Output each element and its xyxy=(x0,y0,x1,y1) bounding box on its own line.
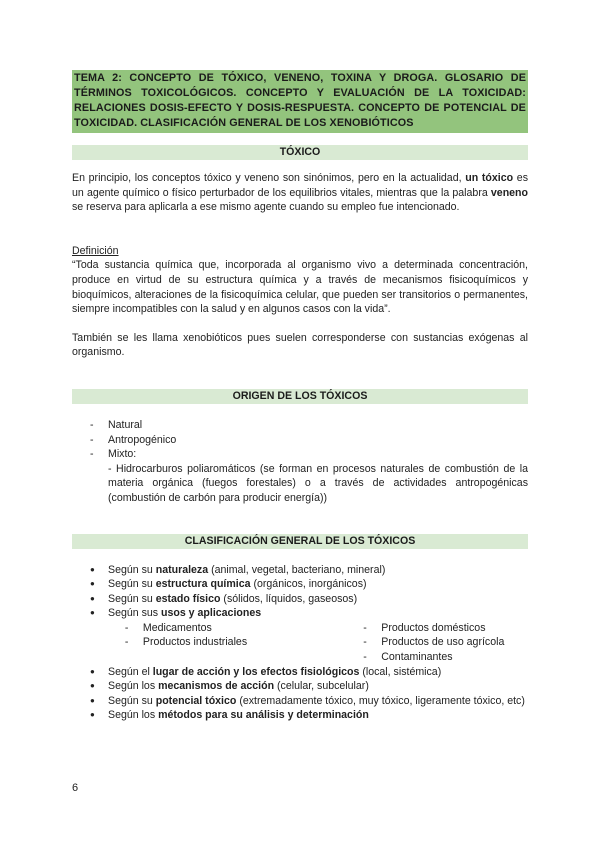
origin-list xyxy=(72,418,528,462)
page-number: 6 xyxy=(72,782,79,794)
list-item: - Natural xyxy=(90,418,528,433)
classification-list-continued xyxy=(72,665,528,723)
list-item: ● Según su naturaleza (animal, vegetal, bacteriano, mineral) xyxy=(90,563,528,578)
section-heading-toxico: TÓXICO xyxy=(72,145,528,160)
definition-label: Definición xyxy=(72,244,119,257)
list-item: - Productos de uso agrícola xyxy=(363,635,528,650)
document-page xyxy=(72,70,528,723)
intro-paragraph: En principio, los conceptos tóxico y veneno son sinónimos, pero en la actualidad, un tóxico es un agente químico o físico perturbador de los equilibrios vitales, mientras que la palabra veneno se reserva para aplicarla a ese mismo agente cuando su empleo fue intencionado. xyxy=(72,172,528,214)
chapter-title: TEMA 2: CONCEPTO DE TÓXICO, VENENO, TOXINA Y DROGA. GLOSARIO DE TÉRMINOS TOXICOLÓGICOS. CONCEPTO Y EVALUACIÓN DE LA TOXICIDAD: RELACIONES DOSIS-EFECTO Y DOSIS-RESPUESTA. CONCEPTO DE POTENCIAL DE TOXICIDAD. CLASIFICACIÓN GENERAL DE LOS XENOBIÓTICOS xyxy=(72,70,528,133)
list-item: ● Según su potencial tóxico (extremadamente tóxico, muy tóxico, ligeramente tóxico, etc) xyxy=(90,694,528,709)
xenobiotics-paragraph: También se les llama xenobióticos pues suelen corresponderse con sustancias exógenas al organismo. xyxy=(72,331,528,359)
list-item: ● Según sus usos y aplicaciones xyxy=(90,606,528,621)
list-item: ● Según su estado físico (sólidos, líquidos, gaseosos) xyxy=(90,592,528,607)
list-item: - Contaminantes xyxy=(363,650,528,665)
uses-sublist xyxy=(72,621,528,665)
section-heading-clasificacion: CLASIFICACIÓN GENERAL DE LOS TÓXICOS xyxy=(72,534,528,549)
list-item: - Medicamentos xyxy=(125,621,363,636)
list-item: ● Según su estructura química (orgánicos, inorgánicos) xyxy=(90,577,528,592)
list-item: - Productos domésticos xyxy=(363,621,528,636)
section-heading-origen: ORIGEN DE LOS TÓXICOS xyxy=(72,389,528,404)
definition-text: “Toda sustancia química que, incorporada al organismo vivo a determinada concentración, produce en virtud de su estructura química y a través de mecanismos fisicoquímicos y bioquímicos, alteraciones de la fisicoquímica celular, que pueden ser transitorios o permanentes, siempre incompatibles con la salud y en algunos casos con la vida”. xyxy=(72,259,528,316)
mixto-detail: - Hidrocarburos poliaromáticos (se forman en procesos naturales de combustión de la materia orgánica (fuegos forestales) o a través de actividades antropogénicas (combustión de carbón para producir energía)) xyxy=(108,462,528,504)
list-item: ● Según el lugar de acción y los efectos fisiológicos (local, sistémica) xyxy=(90,665,528,680)
list-item: - Productos industriales xyxy=(125,635,363,650)
list-item: - Antropogénico xyxy=(90,433,528,448)
list-item: ● Según los métodos para su análisis y determinación xyxy=(90,708,528,723)
list-item: - Mixto: xyxy=(90,447,528,462)
classification-list xyxy=(72,563,528,621)
list-item: ● Según los mecanismos de acción (celular, subcelular) xyxy=(90,679,528,694)
